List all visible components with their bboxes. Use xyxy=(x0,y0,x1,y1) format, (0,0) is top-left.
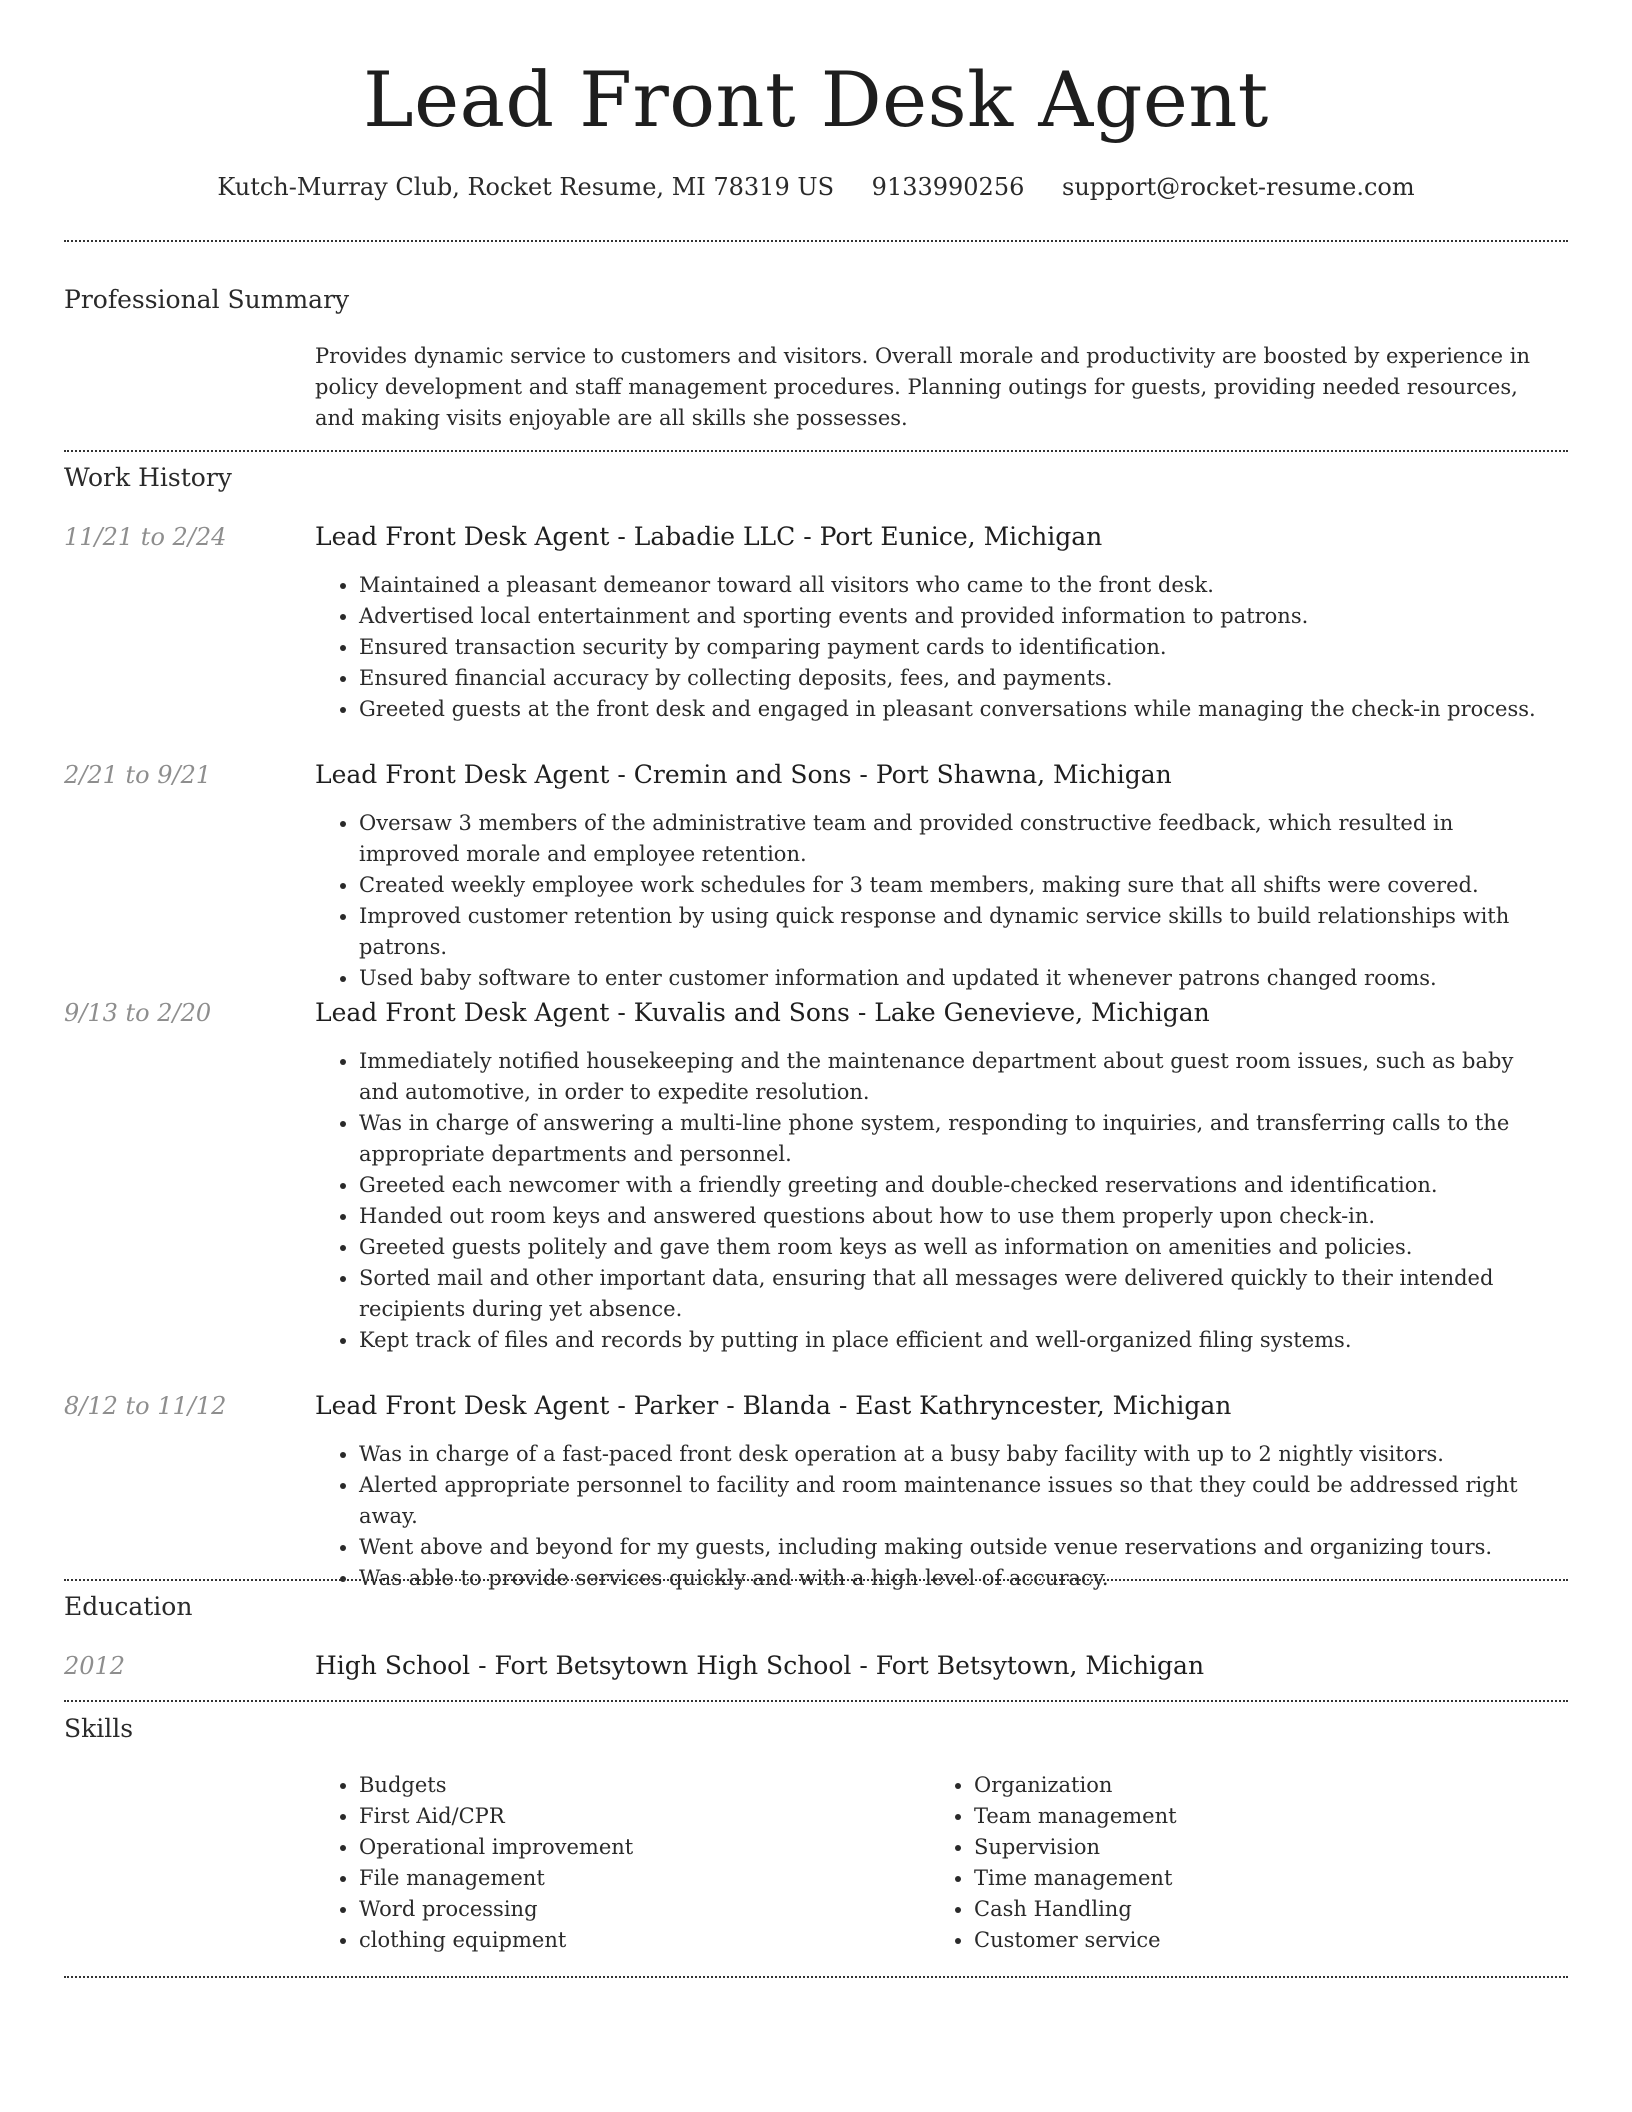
list-item: • clothing equipment xyxy=(359,1925,875,1956)
list-item: • Immediately notified housekeeping and the maintenance department about guest room issues, such as baby and automotive, in order to expedite resolution. xyxy=(359,1046,1555,1108)
skills-list-left xyxy=(315,1770,875,1956)
divider-work-history xyxy=(64,1579,1568,1581)
list-item: • File management xyxy=(359,1863,875,1894)
list-item: • Greeted guests politely and gave them room keys as well as information on amenities and policies. xyxy=(359,1232,1555,1263)
list-item: • Improved customer retention by using quick response and dynamic service skills to build relationships with patrons. xyxy=(359,901,1555,963)
job-heading: Lead Front Desk Agent - Labadie LLC - Port Eunice, Michigan xyxy=(315,522,1103,551)
list-item: • Alerted appropriate personnel to facility and room maintenance issues so that they could be addressed right away. xyxy=(359,1470,1555,1532)
list-item: • Ensured financial accuracy by collecting deposits, fees, and payments. xyxy=(359,663,1555,694)
contact-phone: 9133990256 xyxy=(871,173,1025,201)
education-detail: - Fort Betsytown High School - Fort Betsytown, Michigan xyxy=(470,1651,1205,1680)
divider-summary xyxy=(64,450,1568,452)
job-heading: Lead Front Desk Agent - Parker - Blanda - East Kathryncester, Michigan xyxy=(315,1391,1232,1420)
list-item: • Organization xyxy=(974,1770,1490,1801)
list-item: • Cash Handling xyxy=(974,1894,1490,1925)
job-bullets xyxy=(315,570,1555,725)
list-item: • Operational improvement xyxy=(359,1832,875,1863)
list-item: • First Aid/CPR xyxy=(359,1801,875,1832)
section-title-work-history: Work History xyxy=(64,463,232,492)
list-item: • Budgets xyxy=(359,1770,875,1801)
list-item: • Customer service xyxy=(974,1925,1490,1956)
list-item: • Sorted mail and other important data, ensuring that all messages were delivered quickly to their intended recipients during yet absence. xyxy=(359,1263,1555,1325)
list-item: • Handed out room keys and answered questions about how to use them properly upon check-in. xyxy=(359,1201,1555,1232)
list-item: • Advertised local entertainment and sporting events and provided information to patrons. xyxy=(359,601,1555,632)
job-dates: 9/13 to 2/20 xyxy=(64,999,212,1027)
job-bullets xyxy=(315,1439,1555,1594)
job-heading: Lead Front Desk Agent - Kuvalis and Sons - Lake Genevieve, Michigan xyxy=(315,998,1210,1027)
list-item: • Kept track of files and records by putting in place efficient and well-organized filing systems. xyxy=(359,1325,1555,1356)
education-year: 2012 xyxy=(64,1652,126,1680)
contact-address: Kutch-Murray Club, Rocket Resume, MI 78319 US xyxy=(217,173,835,201)
skills-list-right xyxy=(930,1770,1490,1956)
list-item: • Greeted each newcomer with a friendly greeting and double-checked reservations and identification. xyxy=(359,1170,1555,1201)
list-item: • Time management xyxy=(974,1863,1490,1894)
job-dates: 11/21 to 2/24 xyxy=(64,523,227,551)
job-dates: 8/12 to 11/12 xyxy=(64,1392,227,1420)
divider-education xyxy=(64,1700,1568,1702)
education-degree: High School xyxy=(315,1651,471,1680)
job-heading: Lead Front Desk Agent - Cremin and Sons - Port Shawna, Michigan xyxy=(315,760,1172,789)
list-item: • Oversaw 3 members of the administrative team and provided constructive feedback, which resulted in improved morale and employee retention. xyxy=(359,808,1555,870)
divider-skills xyxy=(64,1976,1568,1978)
list-item: • Was able to provide services quickly and with a high level of accuracy. xyxy=(359,1563,1555,1594)
job-dates: 2/21 to 9/21 xyxy=(64,761,212,789)
summary-text: Provides dynamic service to customers and visitors. Overall morale and productivity are boosted by experience in policy development and staff management procedures. Planning outings for guests, providing needed resources, and making visits enjoyable are all skills she possesses. xyxy=(315,344,1530,430)
contact-line xyxy=(0,170,1632,204)
list-item: • Supervision xyxy=(974,1832,1490,1863)
list-item: • Used baby software to enter customer information and updated it whenever patrons changed rooms. xyxy=(359,963,1555,994)
page-title: Lead Front Desk Agent xyxy=(363,55,1269,144)
section-title-summary: Professional Summary xyxy=(64,285,350,314)
list-item: • Was in charge of answering a multi-line phone system, responding to inquiries, and transferring calls to the appropriate departments and personnel. xyxy=(359,1108,1555,1170)
list-item: • Greeted guests at the front desk and engaged in pleasant conversations while managing the check-in process. xyxy=(359,694,1555,725)
list-item: • Word processing xyxy=(359,1894,875,1925)
contact-email: support@rocket-resume.com xyxy=(1062,173,1415,201)
section-title-education: Education xyxy=(64,1592,193,1621)
education-heading xyxy=(315,1649,1204,1683)
list-item: • Maintained a pleasant demeanor toward all visitors who came to the front desk. xyxy=(359,570,1555,601)
list-item: • Team management xyxy=(974,1801,1490,1832)
list-item: • Created weekly employee work schedules for 3 team members, making sure that all shifts were covered. xyxy=(359,870,1555,901)
job-bullets xyxy=(315,1046,1555,1356)
list-item: • Was in charge of a fast-paced front desk operation at a busy baby facility with up to 2 nightly visitors. xyxy=(359,1439,1555,1470)
list-item: • Ensured transaction security by comparing payment cards to identification. xyxy=(359,632,1555,663)
divider-header xyxy=(64,240,1568,242)
section-title-skills: Skills xyxy=(64,1714,134,1743)
job-bullets xyxy=(315,808,1555,994)
list-item: • Went above and beyond for my guests, including making outside venue reservations and organizing tours. xyxy=(359,1532,1555,1563)
